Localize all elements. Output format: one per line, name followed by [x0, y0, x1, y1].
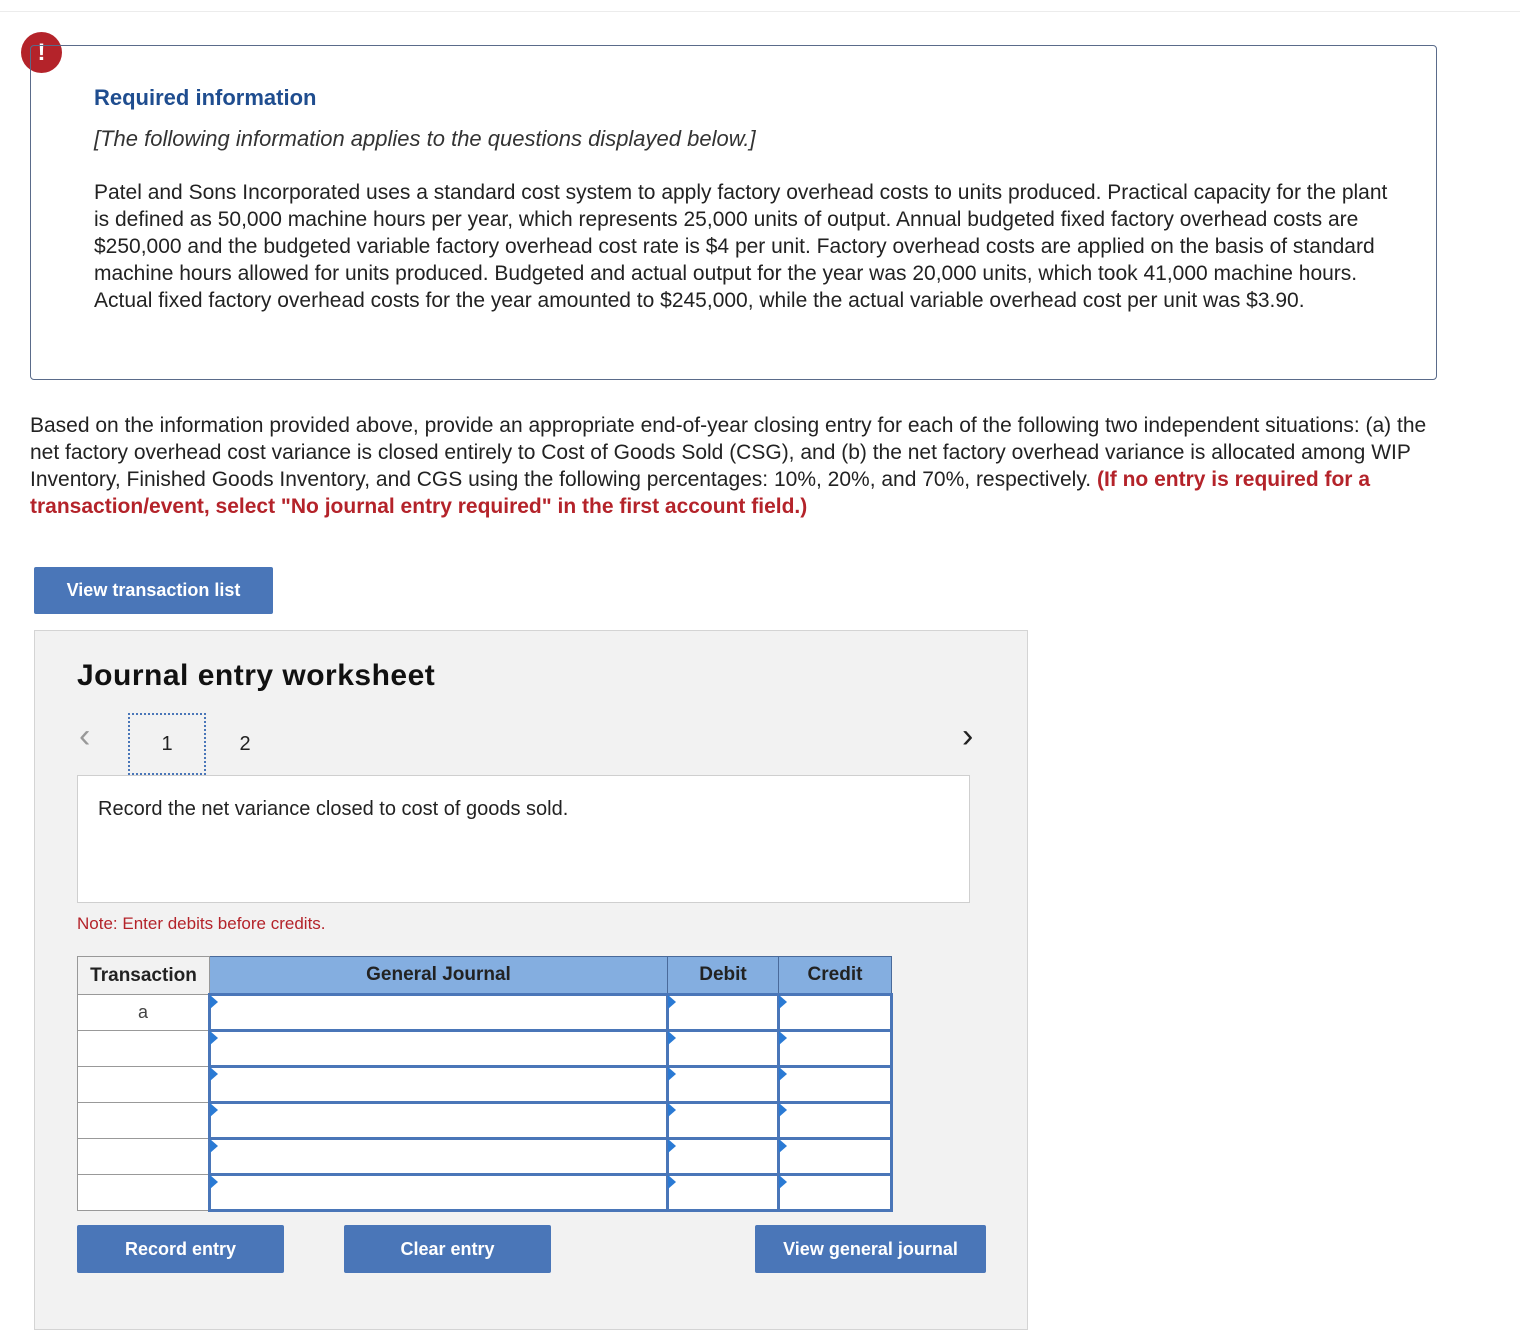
- dropdown-marker-icon: [668, 1139, 676, 1153]
- dropdown-marker-icon: [210, 1067, 218, 1081]
- column-header-general-journal: General Journal: [210, 957, 668, 995]
- clear-entry-button[interactable]: Clear entry: [344, 1225, 551, 1273]
- transaction-cell: a: [78, 995, 210, 1031]
- top-divider: [0, 11, 1520, 12]
- exclamation-icon: !: [21, 32, 62, 73]
- dropdown-marker-icon: [668, 995, 676, 1009]
- account-input[interactable]: [210, 1031, 668, 1067]
- transaction-cell: [78, 1175, 210, 1211]
- dropdown-marker-icon: [668, 1103, 676, 1117]
- debit-input[interactable]: [668, 1139, 779, 1175]
- dropdown-marker-icon: [668, 1175, 676, 1189]
- instructions-emphasis: (If no entry is required for a transaction/event, select "No journal entry required" in the first account field.): [30, 468, 1370, 518]
- dropdown-marker-icon: [668, 1031, 676, 1045]
- required-info-box: [30, 45, 1437, 380]
- debit-input[interactable]: [668, 995, 779, 1031]
- chevron-right-icon[interactable]: ›: [962, 717, 974, 755]
- credit-input[interactable]: [779, 995, 892, 1031]
- table-row: [78, 995, 892, 1031]
- column-header-credit: Credit: [779, 957, 892, 995]
- dropdown-marker-icon: [210, 1103, 218, 1117]
- journal-entry-worksheet: [34, 630, 1028, 1330]
- required-info-title: Required information: [94, 85, 317, 110]
- note-text: Note: Enter debits before credits.: [77, 914, 326, 933]
- record-entry-button[interactable]: Record entry: [77, 1225, 284, 1273]
- account-input[interactable]: [210, 1067, 668, 1103]
- credit-input[interactable]: [779, 1139, 892, 1175]
- dropdown-marker-icon: [779, 1175, 787, 1189]
- transaction-cell: [78, 1103, 210, 1139]
- dropdown-marker-icon: [210, 1139, 218, 1153]
- account-input[interactable]: [210, 1175, 668, 1211]
- debit-input[interactable]: [668, 1175, 779, 1211]
- account-input[interactable]: [210, 995, 668, 1031]
- table-row: [78, 1103, 892, 1139]
- view-transaction-list-button[interactable]: View transaction list: [34, 567, 273, 614]
- account-input[interactable]: [210, 1103, 668, 1139]
- credit-input[interactable]: [779, 1031, 892, 1067]
- prompt-box: [77, 775, 970, 903]
- instructions: [30, 412, 1450, 520]
- transaction-cell: [78, 1031, 210, 1067]
- instructions-text: Based on the information provided above, provide an appropriate end-of-year closing entry for each of the following two independent situations: (a) the net factory overhead cost variance is closed entirely to Cost of Goods Sold (CSG), and (b) the net factory overhead variance is allocated among WIP Inventory, Finished Goods Inventory, and CGS using the following percentages: 10%, 20%, and 70%, respectively.: [30, 414, 1427, 491]
- worksheet-tab-2[interactable]: 2: [239, 732, 251, 755]
- table-row: [78, 1139, 892, 1175]
- debit-input[interactable]: [668, 1031, 779, 1067]
- dropdown-marker-icon: [210, 1175, 218, 1189]
- journal-table: [77, 956, 893, 1212]
- dropdown-marker-icon: [779, 995, 787, 1009]
- worksheet-title: Journal entry worksheet: [77, 659, 436, 692]
- credit-input[interactable]: [779, 1175, 892, 1211]
- dropdown-marker-icon: [779, 1139, 787, 1153]
- account-input[interactable]: [210, 1139, 668, 1175]
- transaction-cell: [78, 1139, 210, 1175]
- view-general-journal-button[interactable]: View general journal: [755, 1225, 986, 1273]
- prompt-text: Record the net variance closed to cost of goods sold.: [98, 798, 569, 820]
- debit-input[interactable]: [668, 1103, 779, 1139]
- dropdown-marker-icon: [210, 1031, 218, 1045]
- dropdown-marker-icon: [668, 1067, 676, 1081]
- dropdown-marker-icon: [210, 995, 218, 1009]
- column-header-transaction: Transaction: [78, 957, 210, 995]
- table-row: [78, 1031, 892, 1067]
- required-info-text: Patel and Sons Incorporated uses a standard cost system to apply factory overhead costs to units produced. Practical capacity for the plant is defined as 50,000 machine hours per year, which represents 25,000 units of output. Annual budgeted fixed factory overhead costs are $250,000 and the budgeted variable factory overhead cost rate is $4 per unit. Factory overhead costs are applied on the basis of standard machine hours allowed for units produced. Budgeted and actual output for the year was 20,000 units, which took 41,000 machine hours. Actual fixed factory overhead costs for the year amounted to $245,000, while the actual variable overhead cost per unit was $3.90.: [94, 181, 1388, 312]
- column-header-debit: Debit: [668, 957, 779, 995]
- dropdown-marker-icon: [779, 1103, 787, 1117]
- worksheet-tab-1[interactable]: 1: [128, 713, 206, 775]
- table-row: [78, 1067, 892, 1103]
- required-info-subtitle: [The following information applies to the questions displayed below.]: [94, 126, 756, 151]
- dropdown-marker-icon: [779, 1067, 787, 1081]
- transaction-cell: [78, 1067, 210, 1103]
- credit-input[interactable]: [779, 1067, 892, 1103]
- credit-input[interactable]: [779, 1103, 892, 1139]
- debit-input[interactable]: [668, 1067, 779, 1103]
- table-row: [78, 1175, 892, 1211]
- dropdown-marker-icon: [779, 1031, 787, 1045]
- chevron-left-icon[interactable]: ‹: [79, 717, 91, 755]
